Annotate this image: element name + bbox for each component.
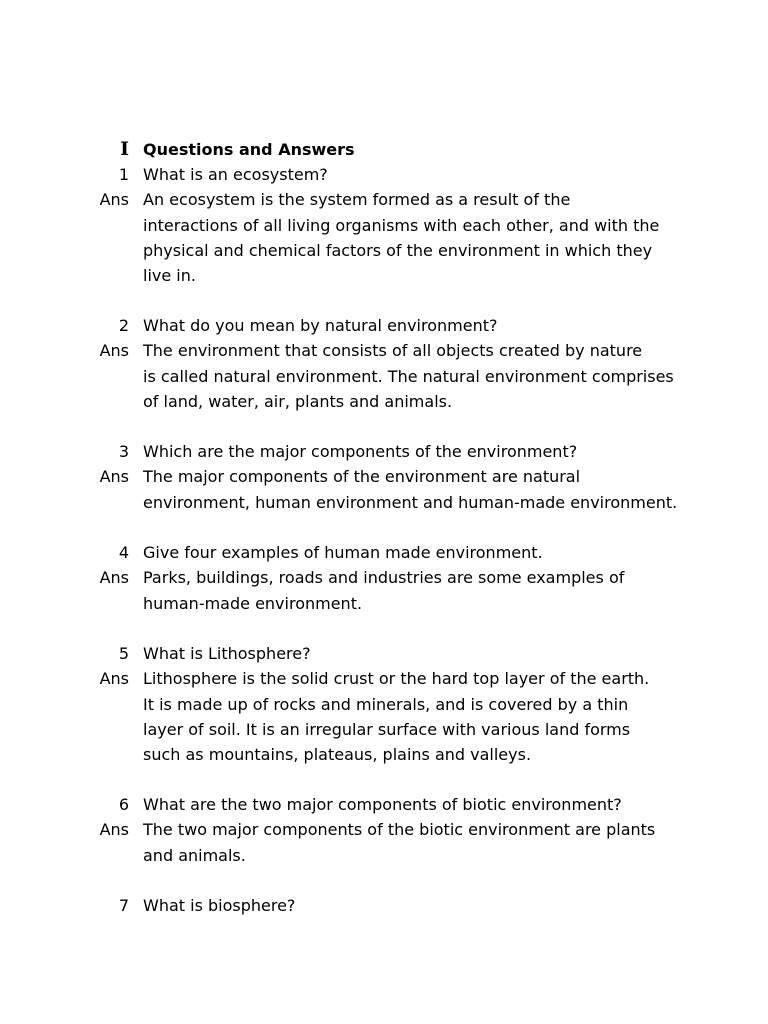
question-number: 7 [118, 896, 129, 915]
answer-label: Ans [99, 341, 129, 361]
question-number: 4 [118, 543, 129, 562]
question-text: Give four examples of human made environment. [143, 543, 543, 562]
answer-line: It is made up of rocks and minerals, and is covered by a thin [143, 694, 629, 714]
answer-line: An ecosystem is the system formed as a result of the [143, 190, 571, 210]
question-text: What are the two major components of biotic environment? [143, 795, 622, 814]
answer-line: Lithosphere is the solid crust or the hard top layer of the earth. [143, 669, 650, 689]
qa-item-7 [0, 893, 768, 918]
question-number: 2 [118, 316, 129, 335]
section-heading [0, 137, 768, 162]
qa-item-1 [0, 162, 768, 288]
answer-line: interactions of all living organisms with each other, and with the [143, 215, 660, 235]
answer-line: The two major components of the biotic environment are plants [143, 820, 656, 840]
answer-line: live in. [143, 266, 196, 286]
answer-line: such as mountains, plateaus, plains and valleys. [143, 745, 532, 765]
question-number: 6 [118, 795, 129, 814]
answer-line: The environment that consists of all objects created by nature [143, 341, 643, 361]
question-number: 3 [118, 442, 129, 461]
question-text: What is Lithosphere? [143, 644, 311, 663]
answer-label: Ans [99, 467, 129, 487]
answer-label: Ans [99, 820, 129, 840]
answer-line: Parks, buildings, roads and industries are some examples of [143, 568, 625, 588]
qa-item-5 [0, 641, 768, 767]
answer-line: is called natural environment. The natural environment comprises [143, 366, 674, 386]
qa-item-6 [0, 792, 768, 868]
question-text: What is an ecosystem? [143, 165, 328, 184]
answer-label: Ans [99, 190, 129, 210]
answer-line: and animals. [143, 845, 246, 865]
answer-line: The major components of the environment are natural [143, 467, 581, 487]
section-title: Questions and Answers [143, 140, 355, 159]
answer-line: environment, human environment and human-made environment. [143, 492, 678, 512]
question-text: What is biosphere? [143, 896, 296, 915]
answer-line: physical and chemical factors of the environment in which they [143, 240, 653, 260]
qa-item-2 [0, 313, 768, 414]
question-number: 1 [118, 165, 129, 184]
question-text: What do you mean by natural environment? [143, 316, 498, 335]
answer-line: of land, water, air, plants and animals. [143, 391, 453, 411]
qa-item-3 [0, 439, 768, 515]
question-text: Which are the major components of the environment? [143, 442, 578, 461]
answer-label: Ans [99, 568, 129, 588]
answer-line: layer of soil. It is an irregular surface with various land forms [143, 719, 631, 739]
answer-line: human-made environment. [143, 593, 363, 613]
question-number: 5 [118, 644, 129, 663]
answer-label: Ans [99, 669, 129, 689]
qa-item-4 [0, 540, 768, 616]
section-number: I [120, 138, 129, 160]
